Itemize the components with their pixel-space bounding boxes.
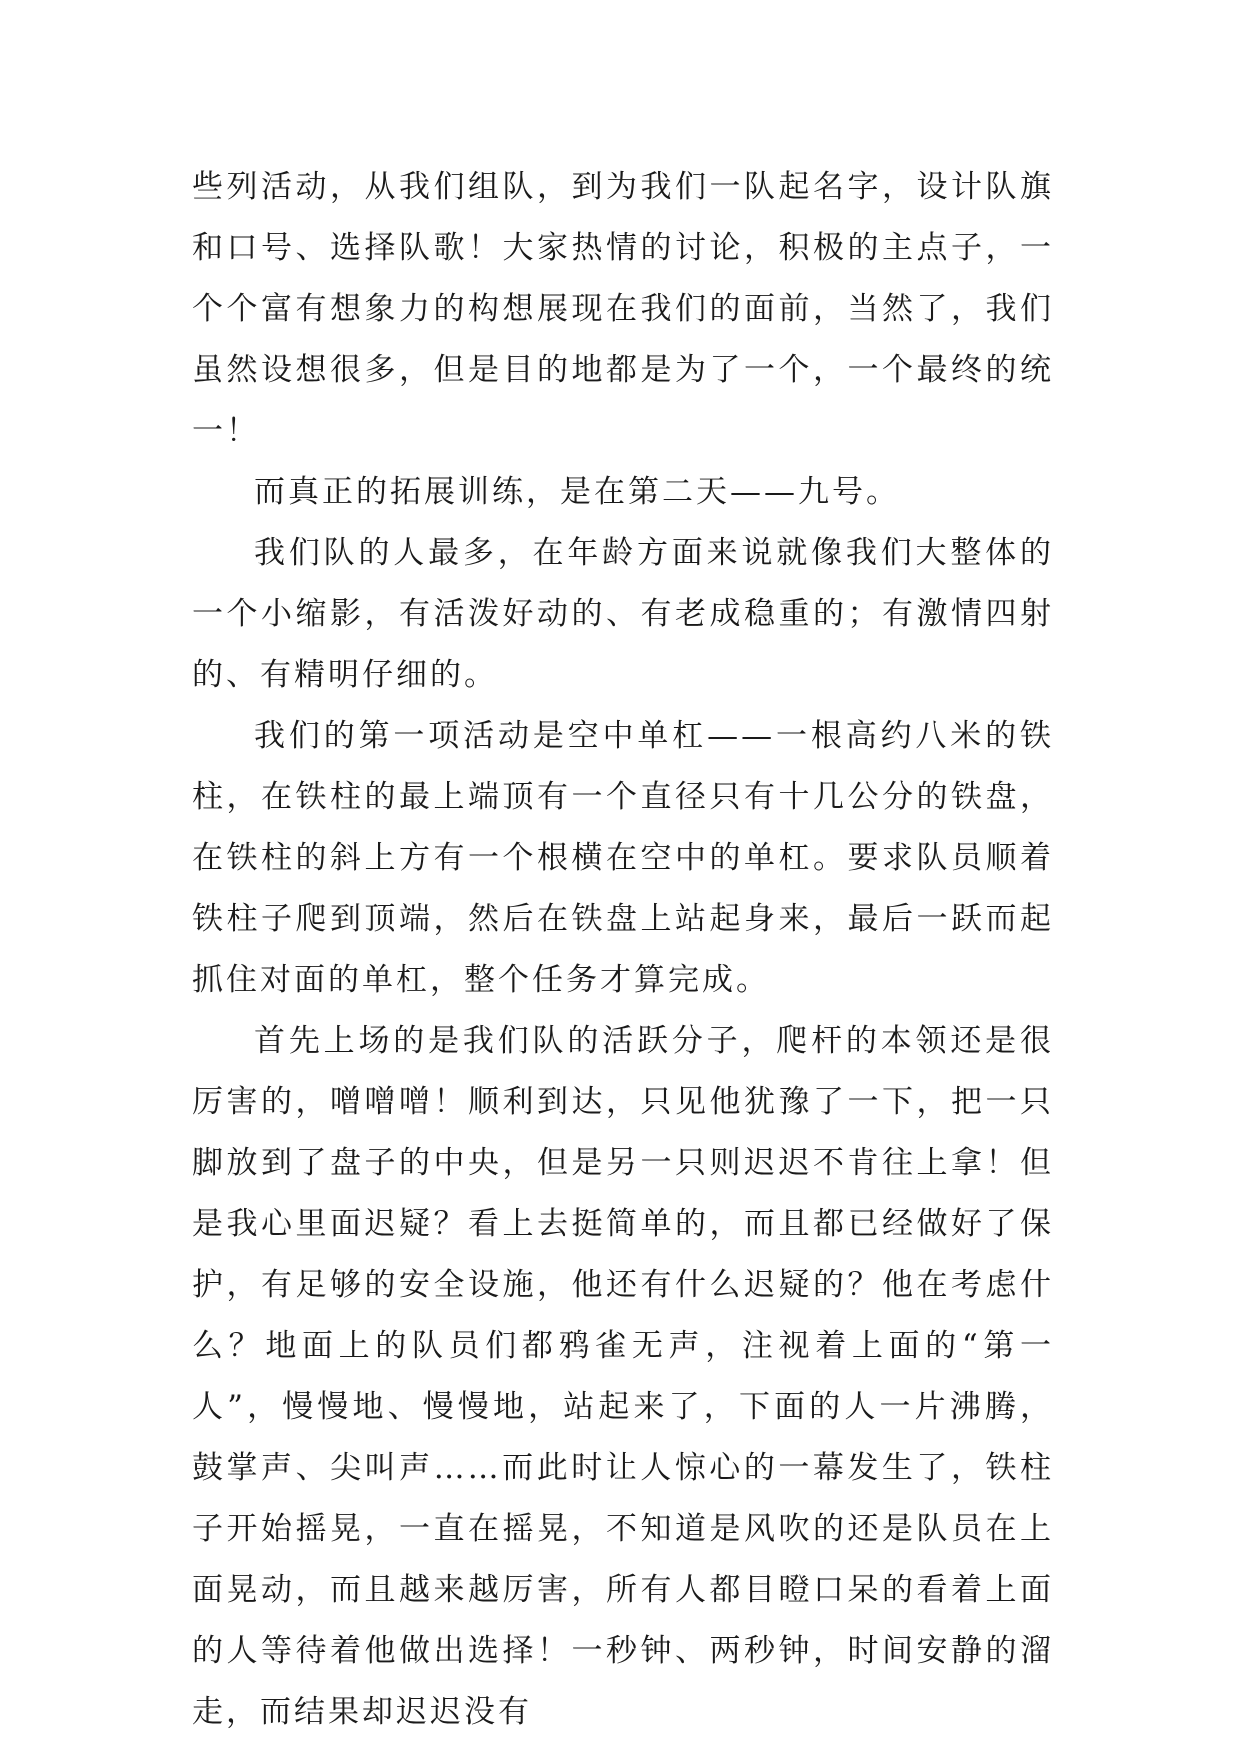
- document-body: [192, 157, 1054, 1743]
- paragraph-4: 我们的第一项活动是空中单杠——一根高约八米的铁柱，在铁柱的最上端顶有一个直径只有十几公分的铁盘，在铁柱的斜上方有一个根横在空中的单杠。要求队员顺着铁柱子爬到顶端，然后在铁盘上站起身来，最后一跃而起抓住对面的单杠，整个任务才算完成。: [192, 718, 1054, 998]
- paragraph-1: 些列活动，从我们组队，到为我们一队起名字，设计队旗和口号、选择队歌！大家热情的讨论，积极的主点子，一个个富有想象力的构想展现在我们的面前，当然了，我们虽然设想很多，但是目的地都是为了一个，一个最终的统一！: [192, 169, 1054, 449]
- paragraph-3: 我们队的人最多，在年龄方面来说就像我们大整体的一个小缩影，有活泼好动的、有老成稳重的；有激情四射的、有精明仔细的。: [192, 535, 1054, 693]
- paragraph-2: 而真正的拓展训练，是在第二天——九号。: [254, 474, 900, 510]
- paragraph-5: 首先上场的是我们队的活跃分子，爬杆的本领还是很厉害的，噌噌噌！顺利到达，只见他犹豫了一下，把一只脚放到了盘子的中央，但是另一只则迟迟不肯往上拿！但是我心里面迟疑？看上去挺简单的，而且都已经做好了保护，有足够的安全设施，他还有什么迟疑的？他在考虑什么？地面上的队员们都鸦雀无声，注视着上面的“第一人”，慢慢地、慢慢地，站起来了，下面的人一片沸腾，鼓掌声、尖叫声……而此时让人惊心的一幕发生了，铁柱子开始摇晃，一直在摇晃，不知道是风吹的还是队员在上面晃动，而且越来越厉害，所有人都目瞪口呆的看着上面的人等待着他做出选择！一秒钟、两秒钟，时间安静的溜走，而结果却迟迟没有: [192, 1023, 1054, 1730]
